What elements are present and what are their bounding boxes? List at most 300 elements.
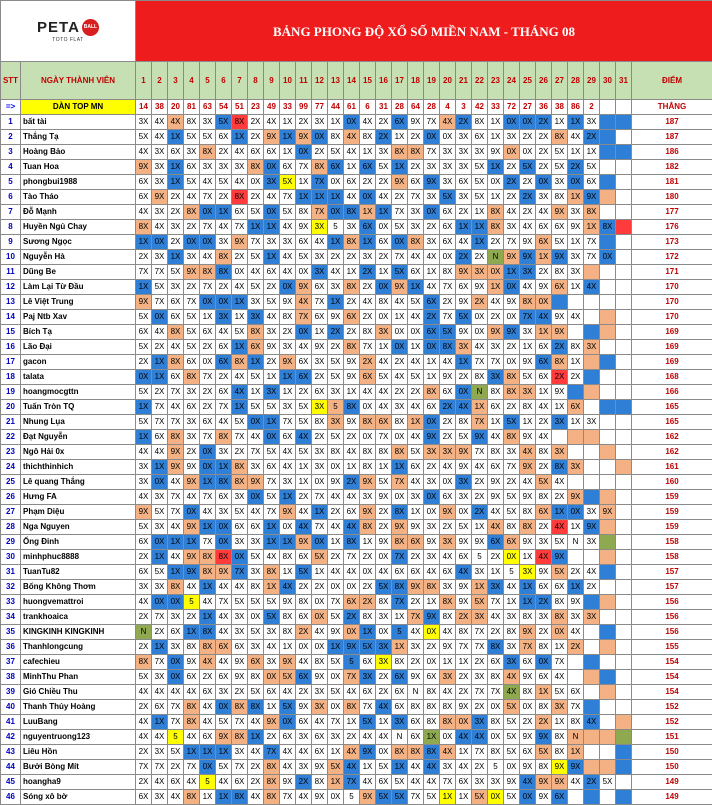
pick-cell: 7X	[264, 745, 280, 760]
pick-cell: 3X	[392, 715, 408, 730]
pick-cell: 9X	[376, 535, 392, 550]
pick-cell: 8X	[536, 445, 552, 460]
pick-cell: 3X	[232, 745, 248, 760]
pick-cell: 5X	[216, 760, 232, 775]
day-header: 26	[536, 62, 552, 100]
pick-cell: 4X	[200, 715, 216, 730]
pick-cell: 7X	[440, 280, 456, 295]
top-value: 64	[408, 100, 424, 115]
pick-cell: 2X	[296, 775, 312, 790]
pick-cell: 4X	[168, 475, 184, 490]
pick-cell: 1X	[264, 370, 280, 385]
member-name: Liêu Hồn	[21, 745, 136, 760]
pick-cell: 7X	[312, 295, 328, 310]
pick-cell: 2X	[472, 295, 488, 310]
rank: 8	[1, 220, 21, 235]
pick-cell: 3X	[472, 775, 488, 790]
pick-cell: 0X	[200, 235, 216, 250]
rank: 35	[1, 625, 21, 640]
pick-cell: 9X	[504, 250, 520, 265]
pick-cell: 4X	[152, 130, 168, 145]
pick-cell: 5X	[376, 370, 392, 385]
pick-cell: 1X	[472, 235, 488, 250]
pick-cell: 4X	[408, 310, 424, 325]
pick-cell: 3X	[216, 445, 232, 460]
rank: 14	[1, 310, 21, 325]
pick-cell: 2X	[216, 370, 232, 385]
pick-cell: 8X	[200, 565, 216, 580]
pick-cell: 2X	[568, 565, 584, 580]
pick-cell: 3X	[424, 550, 440, 565]
pick-cell: 5X	[184, 130, 200, 145]
pick-cell: 4X	[472, 730, 488, 745]
member-name: thichthinhich	[21, 460, 136, 475]
pick-cell: 7X	[152, 295, 168, 310]
pick-cell: 4X	[296, 505, 312, 520]
rank: 30	[1, 550, 21, 565]
pick-cell: 0X	[568, 505, 584, 520]
pick-cell: 4X	[200, 505, 216, 520]
pick-cell: 8X	[344, 700, 360, 715]
pick-cell: 4X	[184, 685, 200, 700]
pick-cell: 9X	[456, 580, 472, 595]
pick-cell: 7X	[440, 775, 456, 790]
pick-cell: 0X	[376, 310, 392, 325]
pick-cell: 0X	[296, 265, 312, 280]
pick-cell: 8X	[360, 520, 376, 535]
member-row	[1, 325, 712, 340]
pick-cell: 8X	[504, 385, 520, 400]
pick-cell: 8X	[360, 415, 376, 430]
member-score: 149	[632, 775, 712, 790]
pick-cell: 2X	[408, 595, 424, 610]
pick-cell: 2X	[584, 775, 600, 790]
pick-cell: 2X	[536, 160, 552, 175]
pick-cell: 2X	[232, 445, 248, 460]
pick-cell: 0X	[376, 745, 392, 760]
pick-cell: 7X	[472, 745, 488, 760]
pick-cell: 5X	[264, 490, 280, 505]
pick-cell: 9X	[504, 325, 520, 340]
pick-cell: 6X	[488, 400, 504, 415]
pick-cell: 2X	[408, 550, 424, 565]
pick-cell	[616, 775, 632, 790]
member-row	[1, 115, 712, 130]
pick-cell: 6X	[424, 325, 440, 340]
pick-cell: 3X	[456, 145, 472, 160]
pick-cell: 9X	[312, 790, 328, 805]
member-row	[1, 745, 712, 760]
pick-cell	[616, 655, 632, 670]
pick-cell: 1X	[504, 595, 520, 610]
pick-cell: 3X	[408, 490, 424, 505]
pick-cell: 4X	[344, 520, 360, 535]
pick-cell: 7X	[152, 415, 168, 430]
pick-cell: 2X	[408, 385, 424, 400]
member-name: Bích Tạ	[21, 325, 136, 340]
pick-cell: 1X	[568, 520, 584, 535]
pick-cell: 2X	[376, 115, 392, 130]
pick-cell: 8X	[344, 280, 360, 295]
pick-cell: 5X	[296, 445, 312, 460]
pick-cell: 1X	[536, 685, 552, 700]
pick-cell: 0X	[504, 145, 520, 160]
pick-cell: 6X	[536, 505, 552, 520]
pick-cell: 2X	[152, 340, 168, 355]
pick-cell: 4X	[552, 520, 568, 535]
pick-cell: 8X	[504, 370, 520, 385]
pick-cell: 6X	[280, 430, 296, 445]
pick-cell: 2X	[520, 190, 536, 205]
pick-cell: 4X	[504, 670, 520, 685]
pick-cell: 9X	[280, 505, 296, 520]
rank: 40	[1, 700, 21, 715]
pick-cell: 6X	[296, 670, 312, 685]
pick-cell: 0X	[344, 580, 360, 595]
pick-cell: 5X	[248, 625, 264, 640]
pick-cell: 2X	[168, 760, 184, 775]
pick-cell: 4X	[248, 790, 264, 805]
pick-cell: 0X	[376, 280, 392, 295]
pick-cell	[616, 790, 632, 805]
pick-cell: 8X	[168, 325, 184, 340]
pick-cell: 0X	[216, 700, 232, 715]
pick-cell: 5X	[248, 595, 264, 610]
pick-cell: 2X	[392, 355, 408, 370]
pick-cell: 8X	[296, 205, 312, 220]
pick-cell: 1X	[200, 475, 216, 490]
rank: 23	[1, 445, 21, 460]
pick-cell: 8X	[184, 700, 200, 715]
pick-cell: 7X	[248, 235, 264, 250]
pick-cell: 3X	[328, 280, 344, 295]
pick-cell: 1X	[312, 190, 328, 205]
pick-cell: 8X	[440, 700, 456, 715]
pick-cell: 1X	[200, 745, 216, 760]
pick-cell: 2X	[360, 595, 376, 610]
pick-cell: 4X	[520, 220, 536, 235]
pick-cell: 6X	[376, 235, 392, 250]
pick-cell: 1X	[136, 400, 152, 415]
pick-cell: 6X	[536, 670, 552, 685]
pick-cell: 6X	[504, 535, 520, 550]
pick-cell: 1X	[472, 520, 488, 535]
pick-cell: 4X	[408, 355, 424, 370]
pick-cell: 9X	[520, 535, 536, 550]
pick-cell: 4X	[168, 115, 184, 130]
pick-cell: 6X	[424, 400, 440, 415]
pick-cell: 8X	[168, 430, 184, 445]
pick-cell: 4X	[408, 760, 424, 775]
member-name: LuuBang	[21, 715, 136, 730]
pick-cell: 2X	[456, 205, 472, 220]
pick-cell: 0X	[328, 700, 344, 715]
pick-cell: 1X	[232, 295, 248, 310]
pick-cell: 3X	[184, 430, 200, 445]
member-score: 181	[632, 175, 712, 190]
pick-cell: 3X	[280, 400, 296, 415]
pick-cell: 1X	[456, 745, 472, 760]
day-header: 23	[488, 62, 504, 100]
pick-cell: 6X	[200, 325, 216, 340]
member-row	[1, 730, 712, 745]
pick-cell: 5X	[552, 535, 568, 550]
pick-cell: 1X	[184, 535, 200, 550]
pick-cell: 9X	[248, 475, 264, 490]
pick-cell: 3X	[568, 460, 584, 475]
pick-cell: 4X	[200, 250, 216, 265]
pick-cell: 1X	[216, 790, 232, 805]
pick-cell: 5X	[472, 595, 488, 610]
pick-cell	[584, 670, 600, 685]
pick-cell: 7X	[232, 760, 248, 775]
top-value: 72	[504, 100, 520, 115]
pick-cell: 3X	[392, 400, 408, 415]
pick-cell: 0X	[280, 280, 296, 295]
pick-cell: 0X	[504, 355, 520, 370]
pick-cell: 3X	[424, 475, 440, 490]
pick-cell: 4X	[536, 310, 552, 325]
pick-cell: 5	[184, 595, 200, 610]
pick-cell: 5X	[584, 160, 600, 175]
pick-cell: 6X	[184, 670, 200, 685]
pick-cell: 7X	[344, 550, 360, 565]
pick-cell: 4X	[584, 280, 600, 295]
pick-cell: 9X	[408, 520, 424, 535]
pick-cell: 7X	[168, 715, 184, 730]
pick-cell: 1X	[296, 460, 312, 475]
pick-cell: 1X	[568, 190, 584, 205]
pick-cell: 5X	[552, 160, 568, 175]
pick-cell	[616, 625, 632, 640]
pick-cell: 5X	[328, 370, 344, 385]
pick-cell	[600, 205, 616, 220]
pick-cell: 8X	[408, 145, 424, 160]
pick-cell: 0X	[568, 175, 584, 190]
pick-cell: 1X	[440, 790, 456, 805]
pick-cell: 6X	[136, 190, 152, 205]
pick-cell: 2X	[552, 340, 568, 355]
pick-cell: 2X	[344, 295, 360, 310]
day-header: 14	[344, 62, 360, 100]
pick-cell: 4X	[376, 400, 392, 415]
day-header: 11	[296, 62, 312, 100]
top-label: DÀN TOP MN	[21, 100, 136, 115]
pick-cell: 4X	[328, 520, 344, 535]
pick-cell: 3X	[456, 475, 472, 490]
pick-cell: 0X	[376, 625, 392, 640]
pick-cell: 4X	[472, 460, 488, 475]
pick-cell: 1X	[520, 580, 536, 595]
member-score: 156	[632, 625, 712, 640]
pick-cell: 2X	[136, 745, 152, 760]
member-name: Thắng Tạ	[21, 130, 136, 145]
pick-cell: 4X	[456, 235, 472, 250]
pick-cell: 2X	[296, 580, 312, 595]
rank: 4	[1, 160, 21, 175]
pick-cell	[616, 340, 632, 355]
pick-cell: 9X	[344, 415, 360, 430]
member-name: Đỗ Mạnh	[21, 205, 136, 220]
pick-cell: 3X	[472, 265, 488, 280]
pick-cell: 2X	[344, 730, 360, 745]
pick-cell	[584, 490, 600, 505]
pick-cell	[600, 355, 616, 370]
pick-cell: 6X	[168, 775, 184, 790]
pick-cell: 5X	[136, 415, 152, 430]
pick-cell: 8X	[312, 655, 328, 670]
day-header: 7	[232, 62, 248, 100]
rank: 37	[1, 655, 21, 670]
pick-cell: 9X	[552, 205, 568, 220]
logo-text: PETA	[37, 20, 80, 35]
pick-cell: 1X	[392, 460, 408, 475]
pick-cell: 2X	[472, 250, 488, 265]
member-score: 156	[632, 610, 712, 625]
pick-cell: 6X	[136, 175, 152, 190]
pick-cell: 8X	[216, 475, 232, 490]
pick-cell: 1X	[296, 190, 312, 205]
top-value: 3	[456, 100, 472, 115]
pick-cell: 2X	[376, 520, 392, 535]
pick-cell: 4X	[344, 565, 360, 580]
pick-cell: 8X	[600, 220, 616, 235]
pick-cell: 7X	[392, 550, 408, 565]
pick-cell: 0X	[296, 145, 312, 160]
pick-cell: 0X	[328, 205, 344, 220]
pick-cell: 8X	[248, 670, 264, 685]
pick-cell: 5X	[264, 610, 280, 625]
rank: 36	[1, 640, 21, 655]
pick-cell: 6X	[232, 205, 248, 220]
pick-cell: 7X	[392, 205, 408, 220]
pick-cell: 3X	[360, 250, 376, 265]
pick-cell	[552, 430, 568, 445]
pick-cell: 1X	[168, 565, 184, 580]
top-value: 63	[200, 100, 216, 115]
day-header: 18	[408, 62, 424, 100]
pick-cell: 7X	[296, 160, 312, 175]
pick-cell: 5	[168, 730, 184, 745]
pick-cell: 5X	[408, 445, 424, 460]
pick-cell: 2X	[184, 445, 200, 460]
pick-cell: N	[392, 730, 408, 745]
pick-cell: 5X	[376, 580, 392, 595]
pick-cell: 6X	[264, 685, 280, 700]
day-header: 1	[136, 62, 152, 100]
pick-cell	[616, 355, 632, 370]
pick-cell: 3X	[424, 445, 440, 460]
pick-cell: 2X	[184, 610, 200, 625]
pick-cell: 3X	[376, 640, 392, 655]
rank: 42	[1, 730, 21, 745]
pick-cell: 0X	[488, 730, 504, 745]
pick-cell: 5X	[456, 310, 472, 325]
pick-cell: 2X	[584, 580, 600, 595]
member-row	[1, 505, 712, 520]
pick-cell: 9X	[520, 730, 536, 745]
pick-cell: 1X	[536, 250, 552, 265]
pick-cell: 5X	[264, 595, 280, 610]
pick-cell: 9X	[216, 565, 232, 580]
member-row	[1, 190, 712, 205]
pick-cell: 4X	[216, 415, 232, 430]
pick-cell: 6X	[488, 655, 504, 670]
pick-cell: 7X	[264, 505, 280, 520]
pick-cell: 9X	[392, 520, 408, 535]
pick-cell: 6X	[344, 595, 360, 610]
pick-cell	[600, 445, 616, 460]
pick-cell: 0X	[232, 550, 248, 565]
member-row	[1, 610, 712, 625]
pick-cell: 9X	[296, 700, 312, 715]
pick-cell: 4X	[280, 760, 296, 775]
pick-cell: 0X	[200, 295, 216, 310]
pick-cell: 2X	[376, 685, 392, 700]
pick-cell: 0X	[280, 715, 296, 730]
pick-cell	[584, 595, 600, 610]
member-score: 154	[632, 670, 712, 685]
pick-cell: 7X	[488, 355, 504, 370]
pick-cell: 2X	[328, 340, 344, 355]
top-value: 33	[488, 100, 504, 115]
pick-cell: 4X	[344, 745, 360, 760]
pick-cell	[616, 280, 632, 295]
pick-cell: 1X	[296, 175, 312, 190]
pick-cell: 4X	[184, 775, 200, 790]
pick-cell: 8X	[536, 700, 552, 715]
pick-cell: 1X	[264, 250, 280, 265]
pick-cell: 7X	[168, 700, 184, 715]
rank: 1	[1, 115, 21, 130]
pick-cell	[616, 160, 632, 175]
pick-cell: 8X	[248, 580, 264, 595]
pick-cell: 6X	[216, 340, 232, 355]
day-header: 4	[184, 62, 200, 100]
pick-cell: 4X	[200, 700, 216, 715]
pick-cell: 2X	[536, 595, 552, 610]
pick-cell: 4X	[344, 445, 360, 460]
pick-cell: 3X	[504, 130, 520, 145]
pick-cell: 8X	[232, 115, 248, 130]
pick-cell: 2X	[216, 190, 232, 205]
pick-cell: 9X	[488, 475, 504, 490]
pick-cell: 4X	[584, 565, 600, 580]
pick-cell: 2X	[328, 250, 344, 265]
member-row	[1, 550, 712, 565]
pick-cell: 3X	[440, 160, 456, 175]
pick-cell: 1X	[136, 280, 152, 295]
day-header: 20	[440, 62, 456, 100]
pick-cell: 2X	[200, 400, 216, 415]
member-score: 160	[632, 475, 712, 490]
pick-cell: 6X	[296, 550, 312, 565]
pick-cell	[600, 145, 616, 160]
member-score: 158	[632, 535, 712, 550]
pick-cell: 3X	[552, 415, 568, 430]
pick-cell: 4X	[440, 550, 456, 565]
pick-cell: 1X	[168, 130, 184, 145]
pick-cell: 7X	[488, 685, 504, 700]
pick-cell: 8X	[488, 670, 504, 685]
pick-cell: 5X	[504, 715, 520, 730]
pick-cell	[616, 535, 632, 550]
pick-cell: 1X	[488, 565, 504, 580]
pick-cell: 6X	[440, 220, 456, 235]
pick-cell: 1X	[424, 265, 440, 280]
pick-cell: 4X	[520, 475, 536, 490]
pick-cell: 4X	[504, 685, 520, 700]
